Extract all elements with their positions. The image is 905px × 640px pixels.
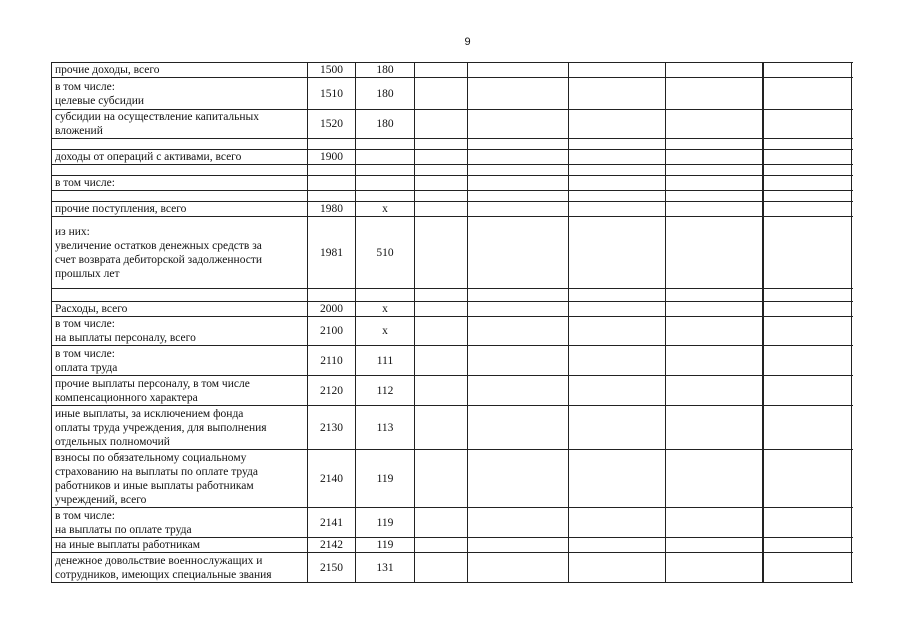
row-code: 2142	[308, 538, 356, 553]
table-row	[52, 110, 852, 139]
row-value-cell	[468, 317, 569, 346]
row-value-cell	[666, 346, 763, 376]
row-value-cell	[468, 346, 569, 376]
row-value-cell	[569, 78, 666, 110]
row-value-cell	[666, 406, 763, 450]
row-code	[308, 139, 356, 150]
row-label: Расходы, всего	[52, 302, 308, 317]
row-value-cell	[468, 176, 569, 191]
row-label	[52, 289, 308, 302]
table-row	[52, 165, 852, 176]
row-kosgu-code: 180	[356, 110, 415, 139]
row-value-cell	[468, 302, 569, 317]
table-row	[52, 150, 852, 165]
row-label	[52, 165, 308, 176]
row-value-cell	[468, 538, 569, 553]
row-value-cell	[764, 150, 852, 165]
row-value-cell	[666, 176, 763, 191]
row-value-cell	[468, 376, 569, 406]
row-code: 2141	[308, 508, 356, 538]
row-value-cell	[569, 176, 666, 191]
row-value-cell	[569, 317, 666, 346]
row-value-cell	[666, 165, 763, 176]
table-row	[52, 202, 852, 217]
row-label: в том числе: на выплаты персоналу, всего	[52, 317, 308, 346]
row-value-cell	[569, 450, 666, 508]
row-label: в том числе: оплата труда	[52, 346, 308, 376]
row-value-cell	[415, 191, 468, 202]
row-value-cell	[666, 538, 763, 553]
row-label: прочие доходы, всего	[52, 63, 308, 78]
row-label: денежное довольствие военнослужащих и сотрудников, имеющих специальные звания	[52, 553, 308, 583]
table-row	[52, 553, 852, 583]
row-kosgu-code	[356, 289, 415, 302]
row-label: в том числе: целевые субсидии	[52, 78, 308, 110]
row-code	[308, 191, 356, 202]
row-value-cell	[415, 376, 468, 406]
row-kosgu-code: x	[356, 302, 415, 317]
row-value-cell	[666, 217, 763, 289]
row-value-cell	[415, 202, 468, 217]
row-value-cell	[415, 139, 468, 150]
row-label: прочие поступления, всего	[52, 202, 308, 217]
row-value-cell	[764, 302, 852, 317]
row-label: прочие выплаты персоналу, в том числе компенсационного характера	[52, 376, 308, 406]
row-label: взносы по обязательному социальному страхованию на выплаты по оплате труда работников и иные выплаты работникам учреждений, всего	[52, 450, 308, 508]
row-value-cell	[764, 346, 852, 376]
row-value-cell	[764, 406, 852, 450]
row-value-cell	[569, 202, 666, 217]
row-kosgu-code: 119	[356, 508, 415, 538]
table-row	[52, 376, 852, 406]
row-value-cell	[569, 165, 666, 176]
row-value-cell	[415, 450, 468, 508]
table-row	[52, 406, 852, 450]
row-value-cell	[415, 217, 468, 289]
row-value-cell	[415, 110, 468, 139]
row-label: в том числе:	[52, 176, 308, 191]
row-value-cell	[764, 376, 852, 406]
row-value-cell	[666, 78, 763, 110]
row-value-cell	[764, 78, 852, 110]
row-kosgu-code	[356, 176, 415, 191]
row-value-cell	[764, 176, 852, 191]
table-row	[52, 450, 852, 508]
row-value-cell	[569, 508, 666, 538]
row-value-cell	[764, 217, 852, 289]
row-value-cell	[415, 346, 468, 376]
row-value-cell	[569, 110, 666, 139]
row-code	[308, 289, 356, 302]
row-code: 2000	[308, 302, 356, 317]
row-code: 1980	[308, 202, 356, 217]
table-row	[52, 346, 852, 376]
row-kosgu-code: 111	[356, 346, 415, 376]
row-value-cell	[468, 139, 569, 150]
row-value-cell	[666, 202, 763, 217]
row-kosgu-code	[356, 165, 415, 176]
row-value-cell	[415, 78, 468, 110]
row-value-cell	[764, 317, 852, 346]
row-code: 1510	[308, 78, 356, 110]
row-value-cell	[666, 139, 763, 150]
row-value-cell	[415, 553, 468, 583]
row-kosgu-code	[356, 139, 415, 150]
row-code	[308, 165, 356, 176]
row-code: 2120	[308, 376, 356, 406]
row-code: 2140	[308, 450, 356, 508]
row-value-cell	[666, 376, 763, 406]
row-code: 1520	[308, 110, 356, 139]
table-row	[52, 176, 852, 191]
table-row	[52, 217, 852, 289]
row-value-cell	[666, 317, 763, 346]
row-label: иные выплаты, за исключением фонда оплаты труда учреждения, для выполнения отдельных полномочий	[52, 406, 308, 450]
row-value-cell	[468, 165, 569, 176]
row-code: 1981	[308, 217, 356, 289]
row-kosgu-code: 510	[356, 217, 415, 289]
row-value-cell	[415, 317, 468, 346]
row-value-cell	[569, 191, 666, 202]
row-code: 2130	[308, 406, 356, 450]
row-value-cell	[764, 508, 852, 538]
row-kosgu-code: 112	[356, 376, 415, 406]
row-value-cell	[468, 78, 569, 110]
row-value-cell	[415, 508, 468, 538]
row-value-cell	[468, 202, 569, 217]
row-value-cell	[764, 191, 852, 202]
row-value-cell	[468, 110, 569, 139]
table-row	[52, 317, 852, 346]
row-value-cell	[415, 289, 468, 302]
row-value-cell	[666, 150, 763, 165]
row-value-cell	[415, 302, 468, 317]
row-value-cell	[569, 63, 666, 78]
row-kosgu-code: 119	[356, 450, 415, 508]
row-value-cell	[764, 202, 852, 217]
row-label	[52, 139, 308, 150]
row-kosgu-code: x	[356, 202, 415, 217]
row-label: доходы от операций с активами, всего	[52, 150, 308, 165]
row-value-cell	[569, 150, 666, 165]
page-number: 9	[464, 36, 471, 48]
row-value-cell	[764, 139, 852, 150]
row-kosgu-code: 180	[356, 63, 415, 78]
row-kosgu-code: 180	[356, 78, 415, 110]
row-value-cell	[666, 63, 763, 78]
row-value-cell	[764, 63, 852, 78]
row-value-cell	[666, 110, 763, 139]
row-value-cell	[569, 302, 666, 317]
row-value-cell	[569, 538, 666, 553]
row-value-cell	[468, 63, 569, 78]
row-value-cell	[569, 376, 666, 406]
row-label: субсидии на осуществление капитальных вложений	[52, 110, 308, 139]
row-value-cell	[764, 538, 852, 553]
row-label: в том числе: на выплаты по оплате труда	[52, 508, 308, 538]
row-value-cell	[666, 508, 763, 538]
row-value-cell	[468, 150, 569, 165]
table-row	[52, 302, 852, 317]
table-row	[52, 191, 852, 202]
table-row	[52, 538, 852, 553]
row-value-cell	[415, 63, 468, 78]
row-value-cell	[764, 110, 852, 139]
row-value-cell	[764, 165, 852, 176]
row-value-cell	[468, 508, 569, 538]
table-row	[52, 289, 852, 302]
table-row	[52, 63, 852, 78]
row-value-cell	[569, 139, 666, 150]
row-value-cell	[468, 289, 569, 302]
row-value-cell	[468, 553, 569, 583]
table-row	[52, 78, 852, 110]
row-value-cell	[415, 538, 468, 553]
row-code: 2150	[308, 553, 356, 583]
row-value-cell	[468, 191, 569, 202]
row-value-cell	[569, 553, 666, 583]
row-value-cell	[666, 289, 763, 302]
row-kosgu-code: x	[356, 317, 415, 346]
row-code: 1500	[308, 63, 356, 78]
row-value-cell	[666, 450, 763, 508]
row-value-cell	[415, 165, 468, 176]
row-label: на иные выплаты работникам	[52, 538, 308, 553]
row-value-cell	[468, 406, 569, 450]
row-value-cell	[468, 217, 569, 289]
row-value-cell	[666, 191, 763, 202]
row-value-cell	[415, 150, 468, 165]
row-value-cell	[666, 302, 763, 317]
row-kosgu-code: 113	[356, 406, 415, 450]
table-row	[52, 508, 852, 538]
row-value-cell	[764, 289, 852, 302]
row-label: из них: увеличение остатков денежных средств за счет возврата дебиторской задолженности прошлых лет	[52, 217, 308, 289]
row-value-cell	[569, 217, 666, 289]
row-label	[52, 191, 308, 202]
row-kosgu-code	[356, 150, 415, 165]
row-value-cell	[569, 406, 666, 450]
row-value-cell	[415, 176, 468, 191]
row-value-cell	[569, 346, 666, 376]
row-code: 1900	[308, 150, 356, 165]
row-code: 2110	[308, 346, 356, 376]
row-kosgu-code	[356, 191, 415, 202]
row-kosgu-code: 119	[356, 538, 415, 553]
row-kosgu-code: 131	[356, 553, 415, 583]
row-value-cell	[415, 406, 468, 450]
row-code	[308, 176, 356, 191]
row-value-cell	[764, 553, 852, 583]
row-value-cell	[764, 450, 852, 508]
row-value-cell	[569, 289, 666, 302]
table-row	[52, 139, 852, 150]
row-value-cell	[666, 553, 763, 583]
budget-table	[51, 62, 852, 583]
row-value-cell	[468, 450, 569, 508]
row-code: 2100	[308, 317, 356, 346]
